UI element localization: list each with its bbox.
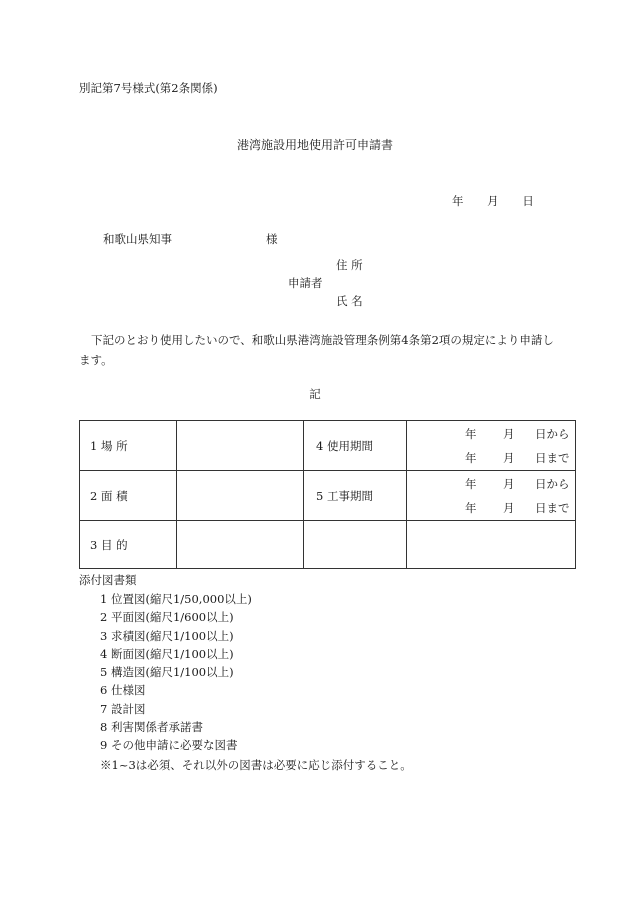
list-item: 1 位置図(縮尺1/50,000以上) [100,592,252,606]
area-label: 2 面 積 [80,471,177,521]
list-item: 8 利害関係者承諾書 [100,720,203,735]
ki-heading: 記 [309,387,321,401]
use-period-from: 年 月 日から [465,426,570,441]
area-value[interactable] [177,471,304,521]
use-period-to: 年 月 日まで [465,450,570,465]
list-item: 2 平面図(縮尺1/600以上) [100,610,234,625]
list-item: 7 設計図 [100,701,146,716]
date-month: 月 [487,194,499,208]
work-period-to: 年 月 日まで [465,500,570,515]
purpose-label: 3 目 的 [80,521,177,569]
place-value[interactable] [177,421,304,471]
attachments-title: 添付図書類 [79,573,137,587]
addressee [103,231,278,247]
use-period-value[interactable] [407,421,576,471]
name-label: 氏 名 [336,294,363,308]
list-item: 6 仕様図 [100,683,146,698]
use-period-label: 4 使用期間 [304,421,407,471]
empty-cell [407,521,576,569]
addressee-name: 和歌山県知事 [103,232,172,246]
date-year: 年 [452,194,464,208]
addressee-honorific: 様 [266,232,278,246]
application-details-table [79,420,576,569]
document-title: 港湾施設用地使用許可申請書 [236,138,393,152]
form-number-label: 別記第7号様式(第2条関係) [79,81,218,95]
list-item: 9 その他申請に必要な図書 [100,738,238,753]
list-item: 4 断面図(縮尺1/100以上) [100,646,234,661]
attachments-list [100,590,252,755]
purpose-value[interactable] [177,521,304,569]
date-line [452,193,554,209]
date-day: 日 [522,194,534,208]
applicant-label: 申請者 [288,276,323,290]
list-item: 5 構造図(縮尺1/100以上) [100,665,234,680]
attachments-note: ※1~3は必須、それ以外の図書は必要に応じ添付すること。 [100,758,412,772]
work-period-value[interactable] [407,471,576,521]
place-label: 1 場 所 [80,421,177,471]
empty-cell [304,521,407,569]
list-item: 3 求積図(縮尺1/100以上) [100,628,234,643]
work-period-label: 5 工事期間 [304,471,407,521]
address-label: 住 所 [336,258,363,272]
work-period-from: 年 月 日から [465,476,570,491]
application-statement: 下記のとおり使用したいので、和歌山県港湾施設管理条例第4条第2項の規定により申請します。 [79,333,554,367]
